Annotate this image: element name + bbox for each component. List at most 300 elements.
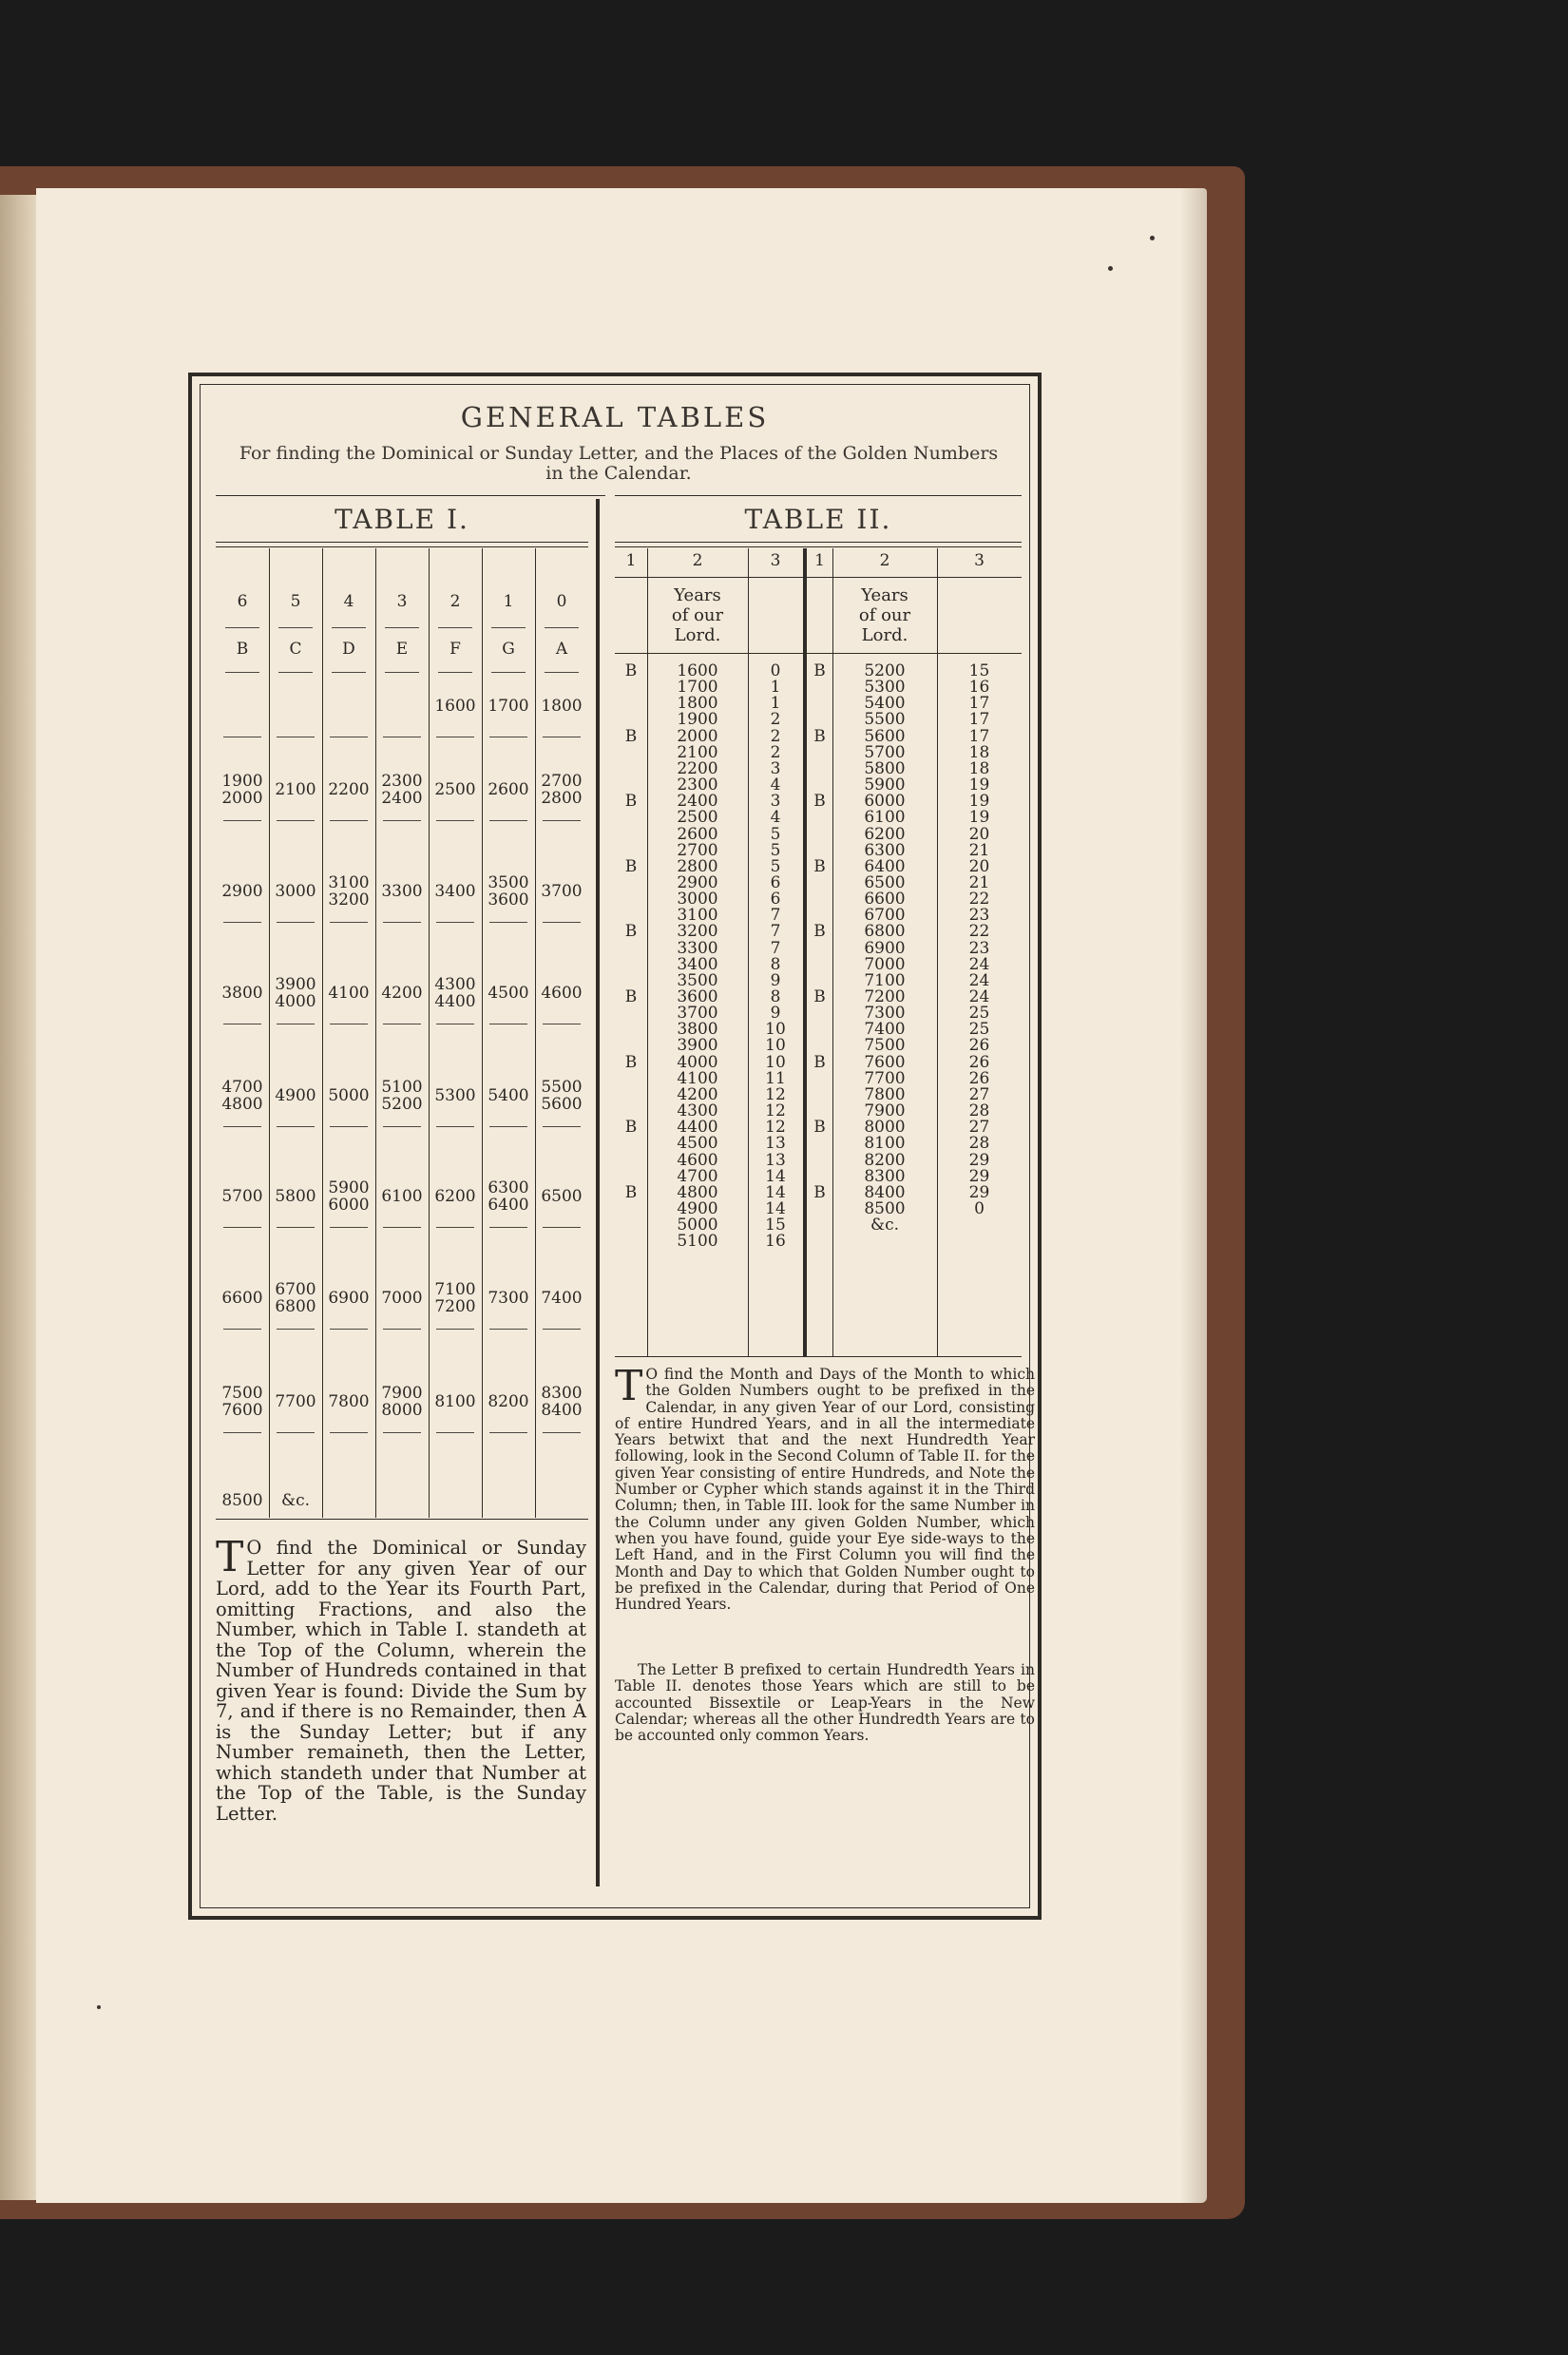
table2-cypher: 6 bbox=[770, 872, 781, 892]
table2-cypher: 1 bbox=[770, 694, 781, 714]
facing-page-edge bbox=[0, 195, 36, 2200]
table2-years-header: Years bbox=[674, 585, 721, 605]
table2-year: 8000 bbox=[864, 1118, 906, 1138]
table1-cell: &c. bbox=[280, 1491, 311, 1510]
table2-cypher: 14 bbox=[765, 1198, 786, 1218]
table1-cell: 7700 bbox=[275, 1392, 316, 1411]
table1-cell: 2900 bbox=[221, 882, 263, 901]
table1-cell: 2000 bbox=[221, 789, 263, 808]
table2-cypher: 19 bbox=[968, 775, 990, 795]
table2-year: 1600 bbox=[677, 661, 718, 680]
table2-year: 5600 bbox=[864, 726, 906, 746]
table2-cypher: 21 bbox=[968, 872, 990, 892]
table2-year: 7700 bbox=[864, 1068, 906, 1088]
table1-cell: 5700 bbox=[221, 1187, 263, 1206]
table2-cypher: 3 bbox=[770, 758, 781, 778]
table1-dash bbox=[332, 672, 366, 673]
table2-cypher: 22 bbox=[968, 922, 990, 942]
table2-b-marker: B bbox=[813, 1052, 826, 1072]
table2-year: 8200 bbox=[864, 1150, 906, 1170]
table2-cypher: 19 bbox=[968, 792, 990, 812]
table2-year: 5900 bbox=[864, 775, 906, 795]
table2-cypher: 25 bbox=[968, 1020, 990, 1040]
table2-cypher: 18 bbox=[968, 742, 990, 762]
table1-dash bbox=[277, 922, 315, 923]
table1-dash bbox=[436, 1329, 474, 1330]
table2-cypher: 1 bbox=[770, 678, 781, 698]
table1-paragraph bbox=[216, 1533, 586, 1825]
table2-cypher: 9 bbox=[770, 1004, 781, 1024]
table2-year: 6800 bbox=[864, 922, 906, 942]
table2-cypher: 21 bbox=[968, 840, 990, 860]
table2-year: 3500 bbox=[677, 970, 718, 990]
table1-rule-a bbox=[216, 542, 588, 543]
table2-cypher: 10 bbox=[765, 1036, 786, 1056]
table2-note: The Letter B prefixed to certain Hundredth Years in Table II. denotes those Years which are still to be accounted Bissextile or Leap-Years in the New Calendar; whereas all the other Hundredth Years are to be accounted only common Years. bbox=[615, 1661, 1035, 1745]
table1-cell: 2200 bbox=[328, 780, 370, 799]
table2-years-header: Lord. bbox=[674, 625, 721, 645]
table2-year: 5100 bbox=[677, 1232, 718, 1252]
table2-year: 6300 bbox=[864, 840, 906, 860]
table2-cypher: 4 bbox=[770, 808, 781, 828]
table1-cell: 8500 bbox=[221, 1491, 263, 1510]
table2-year: 3200 bbox=[677, 922, 718, 942]
table2-year: 3000 bbox=[677, 890, 718, 909]
table2-years-header: Lord. bbox=[861, 625, 908, 645]
table1-dash bbox=[543, 1126, 581, 1127]
table2-cypher: 10 bbox=[765, 1020, 786, 1040]
table1-cell: 1800 bbox=[541, 697, 583, 716]
table2-year: 6900 bbox=[864, 938, 906, 958]
table1-cell: 6300 bbox=[488, 1178, 529, 1197]
table1-cell: 7000 bbox=[381, 1289, 423, 1308]
table1-dash bbox=[436, 1126, 474, 1127]
table1-column-number: 4 bbox=[343, 592, 354, 611]
table2-year: 7900 bbox=[864, 1101, 906, 1121]
table2-b-marker: B bbox=[624, 661, 638, 680]
table2-b-marker: B bbox=[813, 987, 826, 1006]
table2-year: 5300 bbox=[864, 678, 906, 698]
table1-dash bbox=[330, 1126, 368, 1127]
table2-year: 5500 bbox=[864, 710, 906, 730]
table2-year: 8100 bbox=[864, 1134, 906, 1154]
table1-column-rule bbox=[429, 548, 430, 1518]
book-page bbox=[36, 188, 1207, 2203]
table2-cypher: 5 bbox=[770, 856, 781, 876]
table1-column-letter: A bbox=[555, 640, 568, 659]
table1-column-number: 2 bbox=[449, 592, 461, 611]
table1-column-rule bbox=[375, 548, 376, 1518]
table1-cell: 3100 bbox=[328, 873, 370, 892]
table1-column-rule bbox=[482, 548, 483, 1518]
table1-paragraph-text: O find the Dominical or Sunday Letter for any given Year of our Lord, add to the Year its Fourth Part, omitting Fractions, and also the Number, which in Table I. standeth at the Top of the Column, wherein the Number of Hundreds contained in that given Year is found: Divide the Sum by 7, and if there is no Remainder, then A is the Sunday Letter; but if any Number remaineth, then the Letter, which standeth under that Number at the Top of the Table, is the Sunday Letter. bbox=[216, 1537, 586, 1825]
table2-cypher: 25 bbox=[968, 1004, 990, 1024]
dropcap: T bbox=[216, 1533, 244, 1581]
table1-cell: 6000 bbox=[328, 1196, 370, 1215]
table1-cell: 5900 bbox=[328, 1178, 370, 1197]
table1-cell: 4700 bbox=[221, 1078, 263, 1097]
table2-column-number: 3 bbox=[974, 551, 985, 570]
table1-dash bbox=[277, 1227, 315, 1228]
table1-dash bbox=[385, 627, 419, 628]
table1-cell: 3900 bbox=[275, 975, 316, 994]
table1-column-letter: B bbox=[236, 640, 249, 659]
table2-year: 2800 bbox=[677, 856, 718, 876]
table2-year: 5200 bbox=[864, 661, 906, 680]
table1-dash bbox=[543, 1227, 581, 1228]
table1-cell: 7300 bbox=[488, 1289, 529, 1308]
table2-year: 8400 bbox=[864, 1182, 906, 1202]
table1-cell: 3700 bbox=[541, 882, 583, 901]
table1-dash bbox=[278, 672, 313, 673]
table1-dash bbox=[223, 1126, 261, 1127]
table1-dash bbox=[436, 1227, 474, 1228]
table2-year: 4900 bbox=[677, 1198, 718, 1218]
table1-heading: TABLE I. bbox=[335, 504, 469, 535]
table1-cell: 2300 bbox=[381, 772, 423, 791]
table2-cypher: 17 bbox=[968, 694, 990, 714]
table1-dash bbox=[383, 1227, 421, 1228]
table2-column-number: 3 bbox=[770, 551, 781, 570]
table1-cell: 5000 bbox=[328, 1086, 370, 1105]
table1-cell: 8100 bbox=[434, 1392, 476, 1411]
table1-dash bbox=[225, 672, 259, 673]
table1-cell: 1900 bbox=[221, 772, 263, 791]
table1-column-rule bbox=[269, 548, 270, 1518]
table2-cypher: 28 bbox=[968, 1101, 990, 1121]
table2-year: 2700 bbox=[677, 840, 718, 860]
table1-cell: 5200 bbox=[381, 1095, 423, 1114]
table2-b-marker: B bbox=[813, 922, 826, 942]
table2-cypher: 9 bbox=[770, 970, 781, 990]
table1-cell: 5100 bbox=[381, 1078, 423, 1097]
table1-cell: 3300 bbox=[381, 882, 423, 901]
table2-year: 2600 bbox=[677, 824, 718, 844]
table2-cypher: 29 bbox=[968, 1166, 990, 1186]
table1-dash bbox=[383, 820, 421, 821]
table1-dash bbox=[330, 922, 368, 923]
table1-dash bbox=[489, 1126, 527, 1127]
table1-cell: 2500 bbox=[434, 780, 476, 799]
table1-cell: 4800 bbox=[221, 1095, 263, 1114]
table1-dash bbox=[225, 627, 259, 628]
table2-year: 4500 bbox=[677, 1134, 718, 1154]
table1-dash bbox=[436, 820, 474, 821]
table1-dash bbox=[383, 1432, 421, 1433]
table2-column-number: 2 bbox=[692, 551, 703, 570]
table2-cypher: 16 bbox=[968, 678, 990, 698]
table1-cell: 6200 bbox=[434, 1187, 476, 1206]
table1-cell: 4100 bbox=[328, 984, 370, 1003]
table1-cell: 8400 bbox=[541, 1401, 583, 1420]
table2-cypher: 26 bbox=[968, 1068, 990, 1088]
table1-dash bbox=[223, 820, 261, 821]
table1-cell: 6700 bbox=[275, 1280, 316, 1299]
table1-dash bbox=[223, 1329, 261, 1330]
table2-b-marker: B bbox=[624, 1182, 638, 1202]
table2-cypher: 5 bbox=[770, 824, 781, 844]
main-title: GENERAL TABLES bbox=[460, 401, 770, 433]
table2-cypher: 22 bbox=[968, 890, 990, 909]
table2-column-number: 1 bbox=[814, 551, 825, 570]
table2-bottom-rule bbox=[615, 1356, 1022, 1357]
table1-dash bbox=[277, 1329, 315, 1330]
table2-cypher: 29 bbox=[968, 1182, 990, 1202]
table2-b-marker: B bbox=[813, 726, 826, 746]
table2-year: 7400 bbox=[864, 1020, 906, 1040]
table1-dash bbox=[330, 1432, 368, 1433]
table1-column-letter: C bbox=[289, 640, 302, 659]
title-rule-right bbox=[615, 495, 1022, 496]
table1-dash bbox=[489, 1432, 527, 1433]
subtitle: For finding the Dominical or Sunday Letter, and the Places of the Golden Numbers in the Calendar. bbox=[239, 443, 999, 484]
table2-b-marker: B bbox=[624, 987, 638, 1006]
table2-year: 8500 bbox=[864, 1198, 906, 1218]
table2-year: 3300 bbox=[677, 938, 718, 958]
table2-cypher: 7 bbox=[770, 906, 781, 926]
table2-cypher: 20 bbox=[968, 824, 990, 844]
table2-cypher: 14 bbox=[765, 1182, 786, 1202]
table2-year: 2000 bbox=[677, 726, 718, 746]
table2-year: &c. bbox=[870, 1216, 900, 1235]
table2-cypher: 0 bbox=[770, 661, 781, 680]
table2-years-header: of our bbox=[671, 605, 724, 625]
table1-dash bbox=[223, 1227, 261, 1228]
table1-column-letter: E bbox=[395, 640, 409, 659]
table1-dash bbox=[489, 1329, 527, 1330]
table2-year: 5000 bbox=[677, 1216, 718, 1235]
table2-year: 3900 bbox=[677, 1036, 718, 1056]
table2-cypher: 13 bbox=[765, 1150, 786, 1170]
table2-year: 3700 bbox=[677, 1004, 718, 1024]
table1-dash bbox=[383, 1329, 421, 1330]
table1-cell: 7600 bbox=[221, 1401, 263, 1420]
table2-cypher: 20 bbox=[968, 856, 990, 876]
table1-cell: 4900 bbox=[275, 1086, 316, 1105]
table2-cypher: 26 bbox=[968, 1036, 990, 1056]
table1-cell: 4200 bbox=[381, 984, 423, 1003]
table1-dash bbox=[438, 627, 472, 628]
table2-cypher: 15 bbox=[765, 1216, 786, 1235]
table2-year: 4000 bbox=[677, 1052, 718, 1072]
table1-cell: 3800 bbox=[221, 984, 263, 1003]
table1-dash bbox=[277, 820, 315, 821]
table1-column-rule bbox=[535, 548, 536, 1518]
table1-cell: 2100 bbox=[275, 780, 316, 799]
table2-b-marker: B bbox=[813, 661, 826, 680]
table1-column-number: 1 bbox=[503, 592, 514, 611]
dropcap: T bbox=[615, 1362, 643, 1410]
table1-column-number: 5 bbox=[290, 592, 301, 611]
table1-cell: 6500 bbox=[541, 1187, 583, 1206]
table2-year: 4100 bbox=[677, 1068, 718, 1088]
speck bbox=[97, 2005, 101, 2009]
table2-cypher: 17 bbox=[968, 726, 990, 746]
table1-cell: 1700 bbox=[488, 697, 529, 716]
table2-years-header: Years bbox=[861, 585, 908, 605]
table1-cell: 6900 bbox=[328, 1289, 370, 1308]
table1-column-number: 0 bbox=[556, 592, 567, 611]
table1-dash bbox=[383, 922, 421, 923]
table1-cell: 7500 bbox=[221, 1384, 263, 1403]
table2-cypher: 19 bbox=[968, 808, 990, 828]
table2-cypher: 27 bbox=[968, 1084, 990, 1104]
center-divider bbox=[596, 499, 600, 1886]
table2-number-rule bbox=[615, 577, 1022, 578]
table2-year: 3400 bbox=[677, 954, 718, 974]
table2-rule-a bbox=[615, 542, 1022, 543]
table2-b-marker: B bbox=[624, 1118, 638, 1138]
table2-year: 7500 bbox=[864, 1036, 906, 1056]
table1-cell: 7100 bbox=[434, 1280, 476, 1299]
table2-year: 4400 bbox=[677, 1118, 718, 1138]
table1-cell: 5300 bbox=[434, 1086, 476, 1105]
table2-year: 2400 bbox=[677, 792, 718, 812]
table2-year: 7200 bbox=[864, 987, 906, 1006]
table1-dash bbox=[438, 672, 472, 673]
table2-b-marker: B bbox=[624, 792, 638, 812]
table2-cypher: 0 bbox=[974, 1198, 985, 1218]
table1-cell: 4400 bbox=[434, 992, 476, 1011]
table1-dash bbox=[545, 672, 579, 673]
table2-cypher: 24 bbox=[968, 970, 990, 990]
table1-dash bbox=[277, 1432, 315, 1433]
table2-b-marker: B bbox=[624, 1052, 638, 1072]
table1-column-letter: D bbox=[342, 640, 355, 659]
table1-cell: 4300 bbox=[434, 975, 476, 994]
table2-heading: TABLE II. bbox=[744, 504, 892, 535]
table2-b-marker: B bbox=[813, 1118, 826, 1138]
table2-column-number: 2 bbox=[879, 551, 890, 570]
speck bbox=[1108, 266, 1113, 271]
speck bbox=[1150, 236, 1155, 240]
table2-year: 3800 bbox=[677, 1020, 718, 1040]
table2-cypher: 2 bbox=[770, 726, 781, 746]
table2-b-marker: B bbox=[624, 856, 638, 876]
table2-year: 1800 bbox=[677, 694, 718, 714]
table1-cell: 8200 bbox=[488, 1392, 529, 1411]
table1-cell: 1600 bbox=[434, 697, 476, 716]
table2-year: 1700 bbox=[677, 678, 718, 698]
tables-inner-frame bbox=[200, 384, 1035, 1908]
title-rule-left bbox=[216, 495, 605, 496]
table2-cypher: 28 bbox=[968, 1134, 990, 1154]
table1-cell: 5600 bbox=[541, 1095, 583, 1114]
table2-cypher: 24 bbox=[968, 987, 990, 1006]
table1-cell: 6100 bbox=[381, 1187, 423, 1206]
table2-year: 6500 bbox=[864, 872, 906, 892]
table1-dash bbox=[385, 672, 419, 673]
table1-cell: 6600 bbox=[221, 1289, 263, 1308]
table1-column-letter: G bbox=[502, 640, 515, 659]
table1-column-letter: F bbox=[449, 640, 461, 659]
table1-cell: 2400 bbox=[381, 789, 423, 808]
table1-dash bbox=[223, 1432, 261, 1433]
table2-cypher: 8 bbox=[770, 987, 781, 1006]
table1-cell: 8000 bbox=[381, 1401, 423, 1420]
table2-cypher: 2 bbox=[770, 710, 781, 730]
table1-dash bbox=[491, 672, 526, 673]
table2-cypher: 10 bbox=[765, 1052, 786, 1072]
table2-year: 3600 bbox=[677, 987, 718, 1006]
table1-cell: 3400 bbox=[434, 882, 476, 901]
table1-cell: 7400 bbox=[541, 1289, 583, 1308]
table1-cell: 5800 bbox=[275, 1187, 316, 1206]
table1-cell: 8300 bbox=[541, 1384, 583, 1403]
table2-cypher: 16 bbox=[765, 1232, 786, 1252]
table2-year: 8300 bbox=[864, 1166, 906, 1186]
table2-cypher: 6 bbox=[770, 890, 781, 909]
table1-cell: 4000 bbox=[275, 992, 316, 1011]
table1-cell: 2800 bbox=[541, 789, 583, 808]
table2-b-marker: B bbox=[624, 726, 638, 746]
table1-dash bbox=[489, 820, 527, 821]
table2-year: 6200 bbox=[864, 824, 906, 844]
table2-year: 6100 bbox=[864, 808, 906, 828]
table2-year: 4300 bbox=[677, 1101, 718, 1121]
table2-year: 7800 bbox=[864, 1084, 906, 1104]
table1-rule-b bbox=[216, 546, 588, 547]
table1-cell: 3200 bbox=[328, 890, 370, 909]
table1-cell: 6800 bbox=[275, 1297, 316, 1316]
table2-year: 2100 bbox=[677, 742, 718, 762]
table1-cell: 3600 bbox=[488, 890, 529, 909]
table2-cypher: 7 bbox=[770, 922, 781, 942]
table2-cypher: 2 bbox=[770, 742, 781, 762]
table1-cell: 6400 bbox=[488, 1196, 529, 1215]
table2-cypher: 8 bbox=[770, 954, 781, 974]
table1-column-number: 6 bbox=[237, 592, 248, 611]
table1-dash bbox=[489, 922, 527, 923]
table2-year: 7100 bbox=[864, 970, 906, 990]
table2-year: 6400 bbox=[864, 856, 906, 876]
table1-dash bbox=[330, 820, 368, 821]
table2-year: 2200 bbox=[677, 758, 718, 778]
table2-year: 6600 bbox=[864, 890, 906, 909]
table2-year: 3100 bbox=[677, 906, 718, 926]
table1-dash bbox=[277, 1126, 315, 1127]
table1-cell: 3500 bbox=[488, 873, 529, 892]
table2-cypher: 24 bbox=[968, 954, 990, 974]
table2-years-header: of our bbox=[858, 605, 911, 625]
table2-cypher: 14 bbox=[765, 1166, 786, 1186]
table1-dash bbox=[330, 1227, 368, 1228]
table1-dash bbox=[383, 1126, 421, 1127]
table1-cell: 5500 bbox=[541, 1078, 583, 1097]
table2-cypher: 23 bbox=[968, 906, 990, 926]
table2-cypher: 17 bbox=[968, 710, 990, 730]
table1-cell: 7900 bbox=[381, 1384, 423, 1403]
table1-dash bbox=[543, 1329, 581, 1330]
table2-cypher: 7 bbox=[770, 938, 781, 958]
table2-cypher: 4 bbox=[770, 775, 781, 795]
table1-dash bbox=[436, 1432, 474, 1433]
table1-dash bbox=[278, 627, 313, 628]
table2-year: 4200 bbox=[677, 1084, 718, 1104]
table2-rule-b bbox=[615, 546, 1022, 547]
table2-paragraph bbox=[615, 1362, 1035, 1614]
table1-dash bbox=[545, 627, 579, 628]
table1-cell: 5400 bbox=[488, 1086, 529, 1105]
table2-year: 5800 bbox=[864, 758, 906, 778]
table2-year: 5700 bbox=[864, 742, 906, 762]
table1-cell: 7800 bbox=[328, 1392, 370, 1411]
table2-year: 2300 bbox=[677, 775, 718, 795]
table2-year: 5400 bbox=[864, 694, 906, 714]
table2-year: 7600 bbox=[864, 1052, 906, 1072]
table2-column-number: 1 bbox=[625, 551, 637, 570]
table1-cell: 7200 bbox=[434, 1297, 476, 1316]
